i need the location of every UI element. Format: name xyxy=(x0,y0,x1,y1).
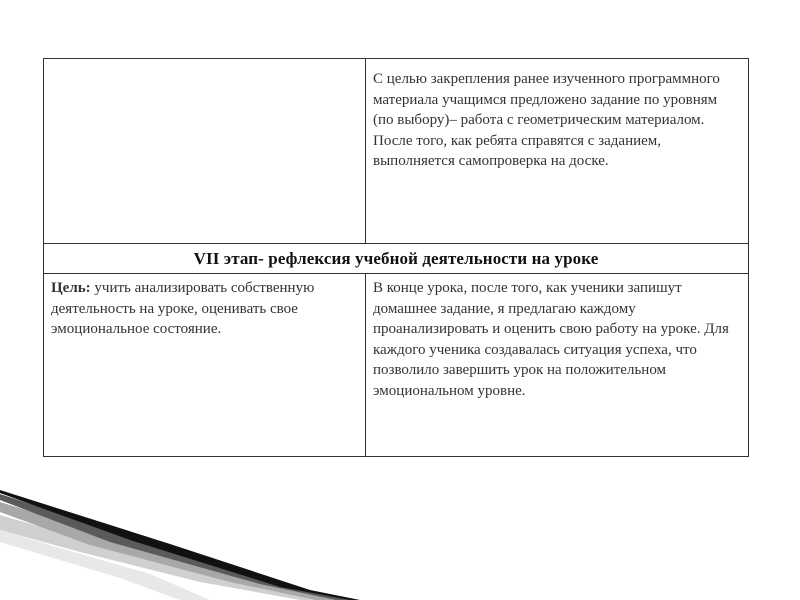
decorative-swoosh xyxy=(0,490,800,600)
table-row xyxy=(44,59,748,244)
goal-label: Цель: xyxy=(51,280,91,296)
table-row-heading xyxy=(44,244,748,274)
swoosh-black-band xyxy=(0,490,360,600)
table-cell xyxy=(366,274,748,456)
cell-text xyxy=(44,59,365,66)
goal-text: учить анализировать собственную деятельность на уроке, оценивать свое эмоциональное состояние. xyxy=(51,280,315,337)
cell-text: В конце урока, после того, как ученики запишут домашнее задание, я предлагаю каждому проанализировать и оценить свою работу на уроке. Для каждого ученика создавалась ситуация успеха, что позволило завершить урок на положительном эмоциональном уровне. xyxy=(373,280,729,399)
table-cell xyxy=(44,274,366,456)
table-row xyxy=(44,274,748,456)
table-cell xyxy=(366,59,748,243)
stage-heading: VII этап- рефлексия учебной деятельности на уроке xyxy=(193,248,599,268)
lesson-plan-table xyxy=(43,58,749,457)
table-cell-merged xyxy=(44,244,748,273)
cell-text-goal xyxy=(44,274,365,340)
cell-text: С целью закрепления ранее изученного программного материала учащимся предложено задание по уровням (по выбору)– работа с геометрическим материалом. После того, как ребята справятся с заданием, выполняется самопроверка на доске. xyxy=(373,71,720,169)
table-cell-empty xyxy=(44,59,366,243)
